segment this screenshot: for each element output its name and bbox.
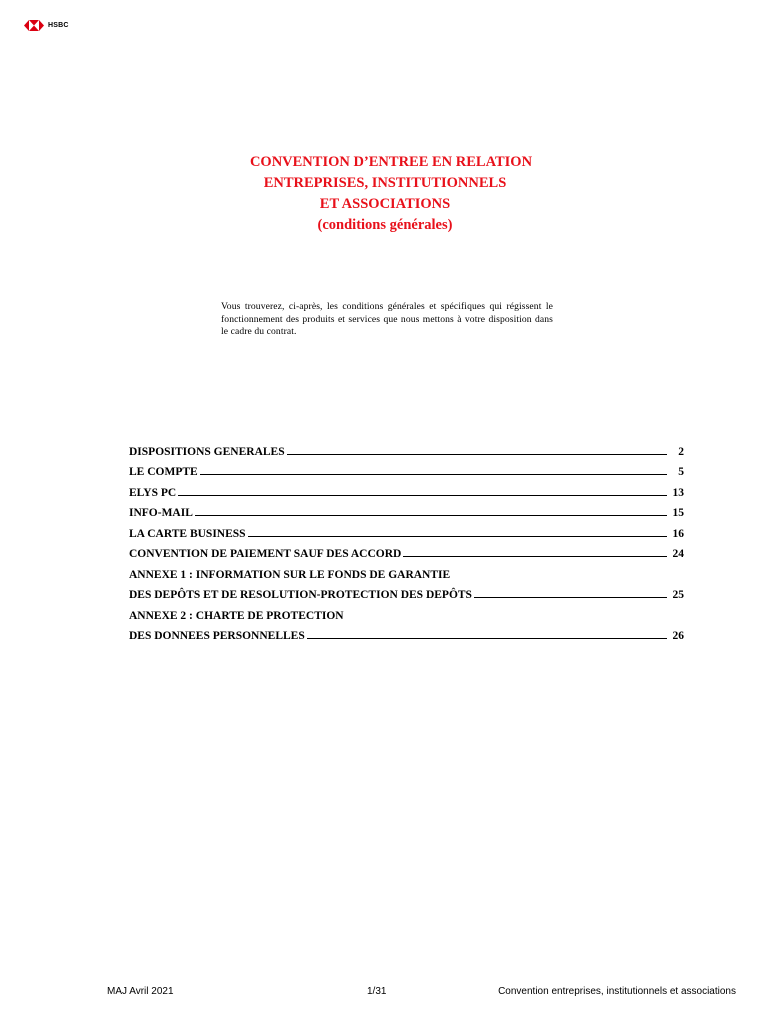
toc-label: ELYS PC bbox=[129, 486, 177, 499]
toc-annexe-2-heading: ANNEXE 2 : CHARTE DE PROTECTION bbox=[129, 609, 344, 622]
toc-label: LA CARTE BUSINESS bbox=[129, 527, 246, 540]
toc-leader bbox=[178, 494, 667, 496]
toc-leader bbox=[474, 596, 667, 598]
toc-page: 13 bbox=[672, 486, 684, 499]
toc-entry-carte-business[interactable] bbox=[129, 519, 684, 540]
toc-page: 25 bbox=[672, 589, 684, 601]
footer-date: MAJ Avril 2021 bbox=[107, 986, 174, 997]
toc-entry-dispositions-generales[interactable] bbox=[129, 437, 684, 458]
toc-label: INFO-MAIL bbox=[129, 507, 193, 519]
logo-text: HSBC bbox=[48, 22, 69, 29]
title-line-3: ET ASSOCIATIONS bbox=[319, 196, 451, 212]
footer-page-number: 1/31 bbox=[367, 986, 387, 997]
toc-page: 15 bbox=[672, 507, 684, 519]
toc-page: 16 bbox=[672, 527, 684, 540]
toc-leader bbox=[200, 473, 667, 475]
toc-entry-elys-pc[interactable] bbox=[129, 478, 684, 499]
toc-label: DES DONNEES PERSONNELLES bbox=[129, 630, 305, 642]
toc-label: CONVENTION DE PAIEMENT SAUF DES ACCORD bbox=[129, 548, 402, 560]
toc-leader bbox=[403, 555, 667, 557]
document-title bbox=[0, 152, 770, 236]
footer-document-name: Convention entreprises, institutionnels et associations bbox=[498, 986, 736, 997]
toc-page: 2 bbox=[678, 445, 684, 458]
toc-label: LE COMPTE bbox=[129, 466, 198, 478]
toc-page: 5 bbox=[678, 466, 684, 478]
intro-paragraph: Vous trouverez, ci-après, les conditions générales et spécifiques qui régissent le fonctionnement des produits et services que nous mettons à votre disposition dans le cadre du contrat. bbox=[221, 301, 553, 337]
title-subtitle: (conditions générales) bbox=[317, 217, 453, 233]
toc-entry-annexe-1[interactable] bbox=[129, 581, 684, 602]
toc-page: 26 bbox=[672, 630, 684, 642]
toc-entry-annexe-2[interactable] bbox=[129, 622, 684, 643]
toc-leader bbox=[248, 535, 667, 537]
toc-label: DISPOSITIONS GENERALES bbox=[129, 445, 285, 458]
toc-page: 24 bbox=[672, 548, 684, 560]
toc-leader bbox=[307, 637, 667, 639]
toc-entry-info-mail[interactable] bbox=[129, 499, 684, 520]
toc-label: DES DEPÔTS ET DE RESOLUTION-PROTECTION DES DEPÔTS bbox=[129, 589, 472, 601]
toc-entry-convention-paiement[interactable] bbox=[129, 540, 684, 561]
title-line-1: CONVENTION D’ENTREE EN RELATION bbox=[249, 154, 533, 170]
toc-leader bbox=[287, 453, 667, 455]
table-of-contents bbox=[129, 437, 684, 642]
title-line-2: ENTREPRISES, INSTITUTIONNELS bbox=[263, 175, 507, 191]
hsbc-hexagon-icon bbox=[24, 20, 44, 31]
toc-entry-le-compte[interactable] bbox=[129, 458, 684, 479]
toc-annexe-1-heading: ANNEXE 1 : INFORMATION SUR LE FONDS DE GARANTIE bbox=[129, 568, 451, 581]
hsbc-logo bbox=[24, 20, 69, 31]
toc-leader bbox=[195, 514, 667, 516]
